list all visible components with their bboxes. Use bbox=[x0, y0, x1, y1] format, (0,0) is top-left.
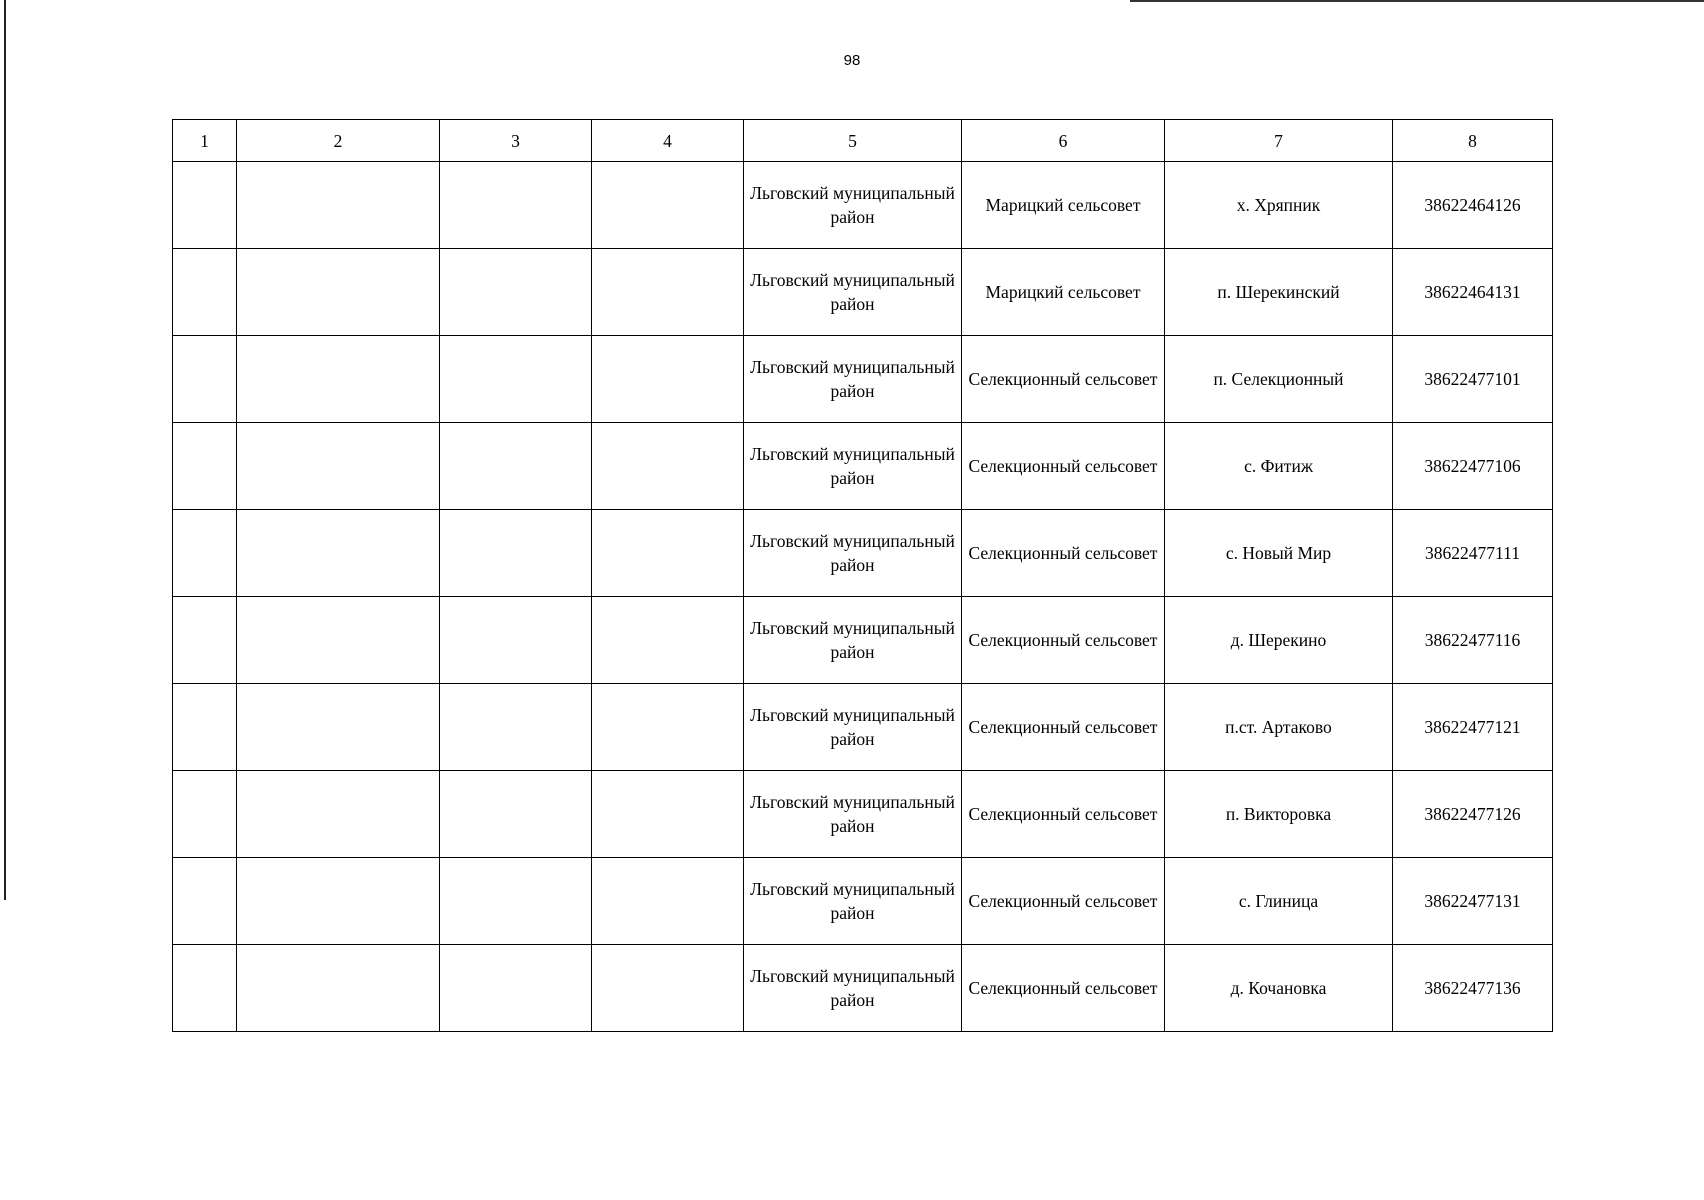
cell-col-2 bbox=[237, 162, 440, 249]
column-header: 3 bbox=[440, 120, 592, 162]
cell-settlement: п.ст. Артаково bbox=[1165, 684, 1393, 771]
table-row bbox=[173, 945, 1553, 1032]
cell-col-4 bbox=[592, 162, 744, 249]
scan-border-left bbox=[4, 0, 6, 900]
column-header: 5 bbox=[744, 120, 962, 162]
cell-col-4 bbox=[592, 771, 744, 858]
cell-col-4 bbox=[592, 423, 744, 510]
cell-col-3 bbox=[440, 423, 592, 510]
cell-col-1 bbox=[173, 423, 237, 510]
cell-oktmo-code: 38622477136 bbox=[1393, 945, 1553, 1032]
table-row bbox=[173, 336, 1553, 423]
table-header-row bbox=[173, 120, 1553, 162]
column-header: 4 bbox=[592, 120, 744, 162]
cell-col-2 bbox=[237, 597, 440, 684]
cell-col-4 bbox=[592, 945, 744, 1032]
cell-council: Селекционный сельсовет bbox=[962, 858, 1165, 945]
cell-col-3 bbox=[440, 336, 592, 423]
cell-council: Селекционный сельсовет bbox=[962, 945, 1165, 1032]
cell-district: Льговский муниципальный район bbox=[744, 336, 962, 423]
cell-col-4 bbox=[592, 249, 744, 336]
cell-oktmo-code: 38622477131 bbox=[1393, 858, 1553, 945]
cell-col-4 bbox=[592, 858, 744, 945]
cell-settlement: п. Викторовка bbox=[1165, 771, 1393, 858]
cell-district: Льговский муниципальный район bbox=[744, 249, 962, 336]
cell-col-4 bbox=[592, 336, 744, 423]
cell-col-1 bbox=[173, 510, 237, 597]
cell-oktmo-code: 38622477101 bbox=[1393, 336, 1553, 423]
scan-border-top bbox=[1130, 0, 1704, 2]
cell-col-2 bbox=[237, 423, 440, 510]
cell-council: Селекционный сельсовет bbox=[962, 423, 1165, 510]
cell-oktmo-code: 38622477121 bbox=[1393, 684, 1553, 771]
cell-oktmo-code: 38622477106 bbox=[1393, 423, 1553, 510]
cell-oktmo-code: 38622477126 bbox=[1393, 771, 1553, 858]
cell-council: Селекционный сельсовет bbox=[962, 336, 1165, 423]
cell-settlement: д. Шерекино bbox=[1165, 597, 1393, 684]
column-header: 7 bbox=[1165, 120, 1393, 162]
cell-col-3 bbox=[440, 858, 592, 945]
table-row bbox=[173, 510, 1553, 597]
cell-district: Льговский муниципальный район bbox=[744, 597, 962, 684]
cell-col-4 bbox=[592, 597, 744, 684]
cell-council: Селекционный сельсовет bbox=[962, 510, 1165, 597]
cell-oktmo-code: 38622477111 bbox=[1393, 510, 1553, 597]
cell-settlement: с. Новый Мир bbox=[1165, 510, 1393, 597]
cell-col-1 bbox=[173, 945, 237, 1032]
cell-district: Льговский муниципальный район bbox=[744, 684, 962, 771]
cell-col-3 bbox=[440, 684, 592, 771]
cell-col-1 bbox=[173, 336, 237, 423]
cell-col-2 bbox=[237, 336, 440, 423]
cell-district: Льговский муниципальный район bbox=[744, 510, 962, 597]
cell-settlement: п. Селекционный bbox=[1165, 336, 1393, 423]
column-header: 6 bbox=[962, 120, 1165, 162]
cell-settlement: с. Глиница bbox=[1165, 858, 1393, 945]
cell-col-1 bbox=[173, 249, 237, 336]
cell-council: Марицкий сельсовет bbox=[962, 249, 1165, 336]
page-number: 98 bbox=[843, 52, 861, 69]
cell-col-1 bbox=[173, 162, 237, 249]
cell-settlement: п. Шерекинский bbox=[1165, 249, 1393, 336]
cell-district: Льговский муниципальный район bbox=[744, 945, 962, 1032]
cell-col-4 bbox=[592, 684, 744, 771]
cell-col-1 bbox=[173, 684, 237, 771]
cell-settlement: д. Кочановка bbox=[1165, 945, 1393, 1032]
cell-col-2 bbox=[237, 858, 440, 945]
column-header: 2 bbox=[237, 120, 440, 162]
cell-col-2 bbox=[237, 945, 440, 1032]
cell-district: Льговский муниципальный район bbox=[744, 771, 962, 858]
cell-council: Селекционный сельсовет bbox=[962, 684, 1165, 771]
cell-col-2 bbox=[237, 771, 440, 858]
cell-council: Селекционный сельсовет bbox=[962, 771, 1165, 858]
cell-col-2 bbox=[237, 684, 440, 771]
cell-oktmo-code: 38622464131 bbox=[1393, 249, 1553, 336]
cell-col-3 bbox=[440, 597, 592, 684]
cell-council: Селекционный сельсовет bbox=[962, 597, 1165, 684]
data-table bbox=[172, 119, 1553, 1032]
cell-col-1 bbox=[173, 771, 237, 858]
cell-col-3 bbox=[440, 162, 592, 249]
cell-col-2 bbox=[237, 510, 440, 597]
column-header: 8 bbox=[1393, 120, 1553, 162]
cell-district: Льговский муниципальный район bbox=[744, 858, 962, 945]
table-row bbox=[173, 858, 1553, 945]
table-row bbox=[173, 249, 1553, 336]
cell-col-3 bbox=[440, 510, 592, 597]
cell-settlement: х. Хряпник bbox=[1165, 162, 1393, 249]
cell-col-1 bbox=[173, 858, 237, 945]
cell-settlement: с. Фитиж bbox=[1165, 423, 1393, 510]
table-row bbox=[173, 423, 1553, 510]
cell-district: Льговский муниципальный район bbox=[744, 162, 962, 249]
cell-oktmo-code: 38622477116 bbox=[1393, 597, 1553, 684]
table-row bbox=[173, 771, 1553, 858]
column-header: 1 bbox=[173, 120, 237, 162]
cell-col-3 bbox=[440, 249, 592, 336]
table-row bbox=[173, 684, 1553, 771]
cell-council: Марицкий сельсовет bbox=[962, 162, 1165, 249]
table-row bbox=[173, 597, 1553, 684]
cell-col-3 bbox=[440, 771, 592, 858]
cell-oktmo-code: 38622464126 bbox=[1393, 162, 1553, 249]
cell-col-2 bbox=[237, 249, 440, 336]
cell-col-3 bbox=[440, 945, 592, 1032]
table-row bbox=[173, 162, 1553, 249]
cell-col-4 bbox=[592, 510, 744, 597]
cell-col-1 bbox=[173, 597, 237, 684]
cell-district: Льговский муниципальный район bbox=[744, 423, 962, 510]
